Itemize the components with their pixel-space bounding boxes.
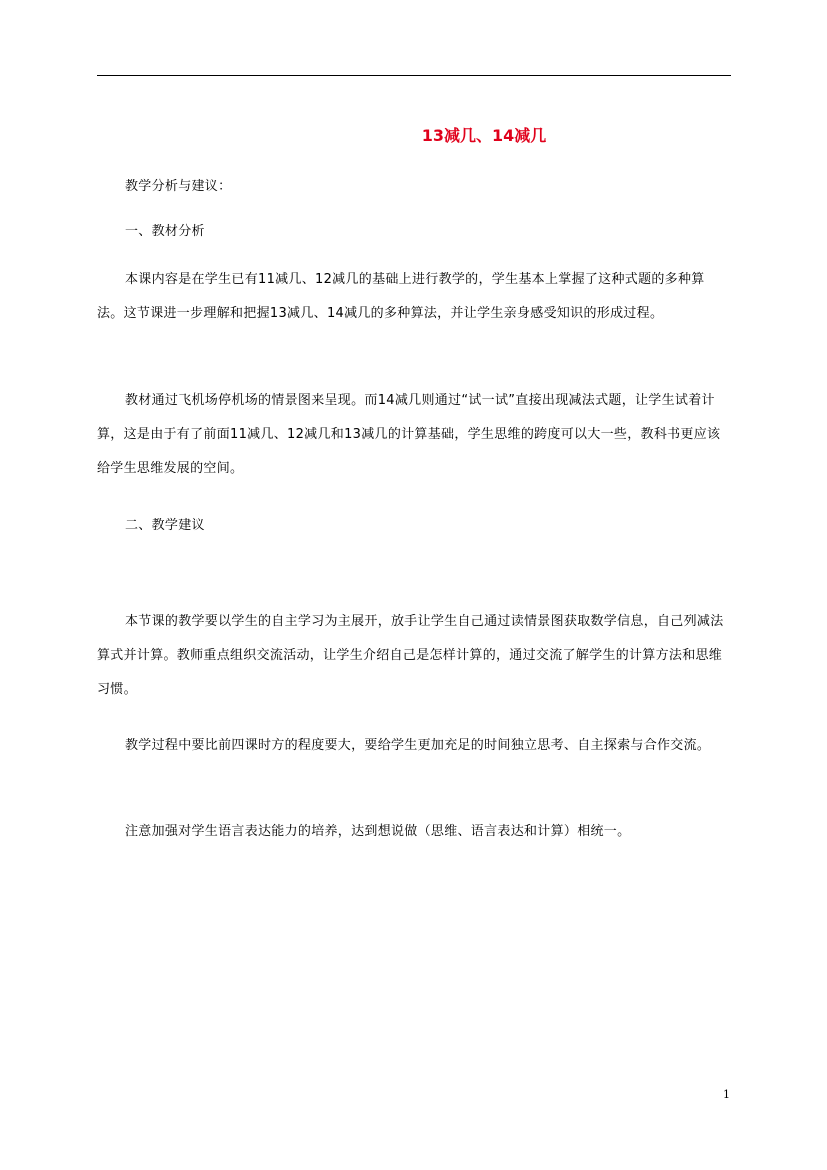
section-heading-suggestions: 二、教学建议 — [125, 518, 205, 533]
page-number: 1 — [723, 1088, 730, 1101]
paragraph-analysis-2: 教材通过飞机场停机场的情景图来呈现。而14减几则通过“试一试”直接出现减法式题，让学生试着计算，这是由于有了前面11减几、12减几和13减几的计算基础，学生思维的跨度可以大一些，教科书更应该给学生思维发展的空间。 — [97, 393, 721, 476]
section-intro: 教学分析与建议： — [125, 179, 232, 194]
paragraph-suggestion-1: 本节课的教学要以学生的自主学习为主展开，放手让学生自己通过读情景图获取数学信息，自己列减法算式并计算。教师重点组织交流活动，让学生介绍自己是怎样计算的，通过交流了解学生的计算方法和思维习惯。 — [97, 614, 724, 697]
header-rule — [97, 75, 731, 76]
section-heading-analysis: 一、教材分析 — [125, 224, 205, 239]
document-title: 13减几、14减几 — [421, 126, 547, 145]
paragraph-analysis-1: 本课内容是在学生已有11减几、12减几的基础上进行教学的，学生基本上掌握了这种式题的多种算法。这节课进一步理解和把握13减几、14减几的多种算法，并让学生亲身感受知识的形成过程。 — [97, 272, 705, 321]
paragraph-suggestion-3: 注意加强对学生语言表达能力的培养，达到想说做（思维、语言表达和计算）相统一。 — [125, 824, 631, 839]
paragraph-suggestion-2: 教学过程中要比前四课时方的程度要大，要给学生更加充足的时间独立思考、自主探索与合作交流。 — [125, 738, 711, 753]
